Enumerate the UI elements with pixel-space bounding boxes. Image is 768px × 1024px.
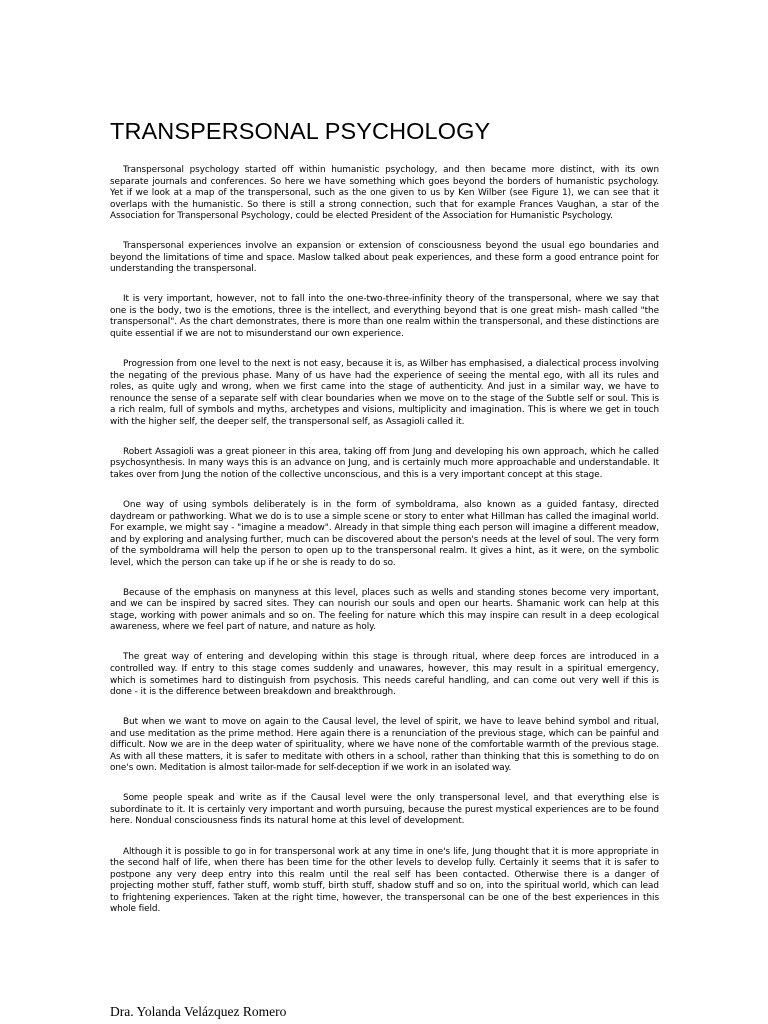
paragraph: But when we want to move on again to the Causal level, the level of spirit, we have to leave behind symbol and ritual, and use meditation as the prime method. Here again there is a renunciation of the previous stage, which can be painful and difficult. Now we are in the deep water of spirituality, where we have none of the comfortable warmth of the previous stage. As with all these matters, it is safer to meditate with others in a school, rather than thinking that this is something to do on one's own. Meditation is almost tailor-made for self-deception if we work in an isolated way.: [110, 717, 659, 774]
paragraph: One way of using symbols deliberately is in the form of symboldrama, also known as a guided fantasy, directed daydream or pathworking. What we do is to use a simple scene or story to enter what Hillman has called the imaginal world. For example, we might say - "imagine a meadow". Already in that simple thing each person will imagine a different meadow, and by exploring and analysing further, much can be discovered about the person's needs at the level of soul. The very form of the symboldrama will help the person to open up to the transpersonal realm. It gives a hint, as it were, on the symbolic level, which the person can take up if he or she is ready to do so.: [110, 499, 659, 568]
paragraph: Some people speak and write as if the Causal level were the only transpersonal level, and that everything else is subordinate to it. It is certainly very important and worth pursuing, because the purest mystical experiences are to be found here. Nondual consciousness finds its natural home at this level of development.: [110, 793, 659, 827]
author-footer: Dra. Yolanda Velázquez Romero: [110, 1004, 287, 1019]
page-title: TRANSPERSONAL PSYCHOLOGY: [110, 118, 491, 144]
paragraph: Transpersonal experiences involve an expansion or extension of consciousness beyond the usual ego boundaries and beyond the limitations of time and space. Maslow talked about peak experiences, and these form a good entrance point for understanding the transpersonal.: [110, 241, 659, 275]
paragraph: Transpersonal psychology started off within humanistic psychology, and then became more distinct, with its own separate journals and conferences. So here we have something which goes beyond the borders of humanistic psychology. Yet if we look at a map of the transpersonal, such as the one given to us by Ken Wilber (see Figure 1), we can see that it overlaps with the humanistic. So there is still a strong connection, such that for example Frances Vaughan, a star of the Association for Transpersonal Psychology, could be elected President of the Association for Humanistic Psychology.: [110, 165, 659, 222]
paragraph: Robert Assagioli was a great pioneer in this area, taking off from Jung and developing his own approach, which he called psychosynthesis. In many ways this is an advance on Jung, and is certainly much more approachable and understandable. It takes over from Jung the notion of the collective unconscious, and this is a very important concept at this stage.: [110, 446, 659, 480]
paragraph: It is very important, however, not to fall into the one-two-three-infinity theory of the transpersonal, where we say that one is the body, two is the emotions, three is the intellect, and everything beyond that is one great mish- mash called "the transpersonal". As the chart demonstrates, there is more than one realm within the transpersonal, and these distinctions are quite essential if we are not to misunderstand our own experience.: [110, 294, 659, 340]
paragraph: Because of the emphasis on manyness at this level, places such as wells and standing stones become very important, and we can be inspired by sacred sites. They can nourish our souls and open our hearts. Shamanic work can help at this stage, working with power animals and so on. The feeling for nature which this may inspire can result in a deep ecological awareness, where we feel part of nature, and nature as holy.: [110, 587, 659, 633]
paragraph: Although it is possible to go in for transpersonal work at any time in one's life, Jung thought that it is more appropriate in the second half of life, when there has been time for the other levels to develop fully. Certainly it seems that it is safer to postpone any very deep entry into this realm until the real self has been contacted. Otherwise there is a danger of projecting mother stuff, father stuff, womb stuff, birth stuff, shadow stuff and so on, into the spiritual world, which can lead to frightening experiences. Taken at the right time, however, the transpersonal can be one of the best experiences in this whole field.: [110, 846, 659, 915]
article-body: [110, 165, 659, 934]
paragraph: The great way of entering and developing within this stage is through ritual, where deep forces are introduced in a controlled way. If entry to this stage comes suddenly and unawares, however, this may result in a spiritual emergency, which is sometimes hard to distinguish from psychosis. This needs careful handling, and can come out very well if this is done - it is the difference between breakdown and breakthrough.: [110, 652, 659, 698]
paragraph: Progression from one level to the next is not easy, because it is, as Wilber has emphasised, a dialectical process involving the negating of the previous phase. Many of us have had the experience of seeing the mental ego, with all its rules and roles, as quite ugly and wrong, when we first came into the stage of authenticity. And just in a similar way, we have to renounce the sense of a separate self with clear boundaries when we move on to the stage of the Subtle self or soul. This is a rich realm, full of symbols and myths, archetypes and visions, multiplicity and imagination. This is where we get in touch with the higher self, the deeper self, the transpersonal self, as Assagioli called it.: [110, 359, 659, 427]
